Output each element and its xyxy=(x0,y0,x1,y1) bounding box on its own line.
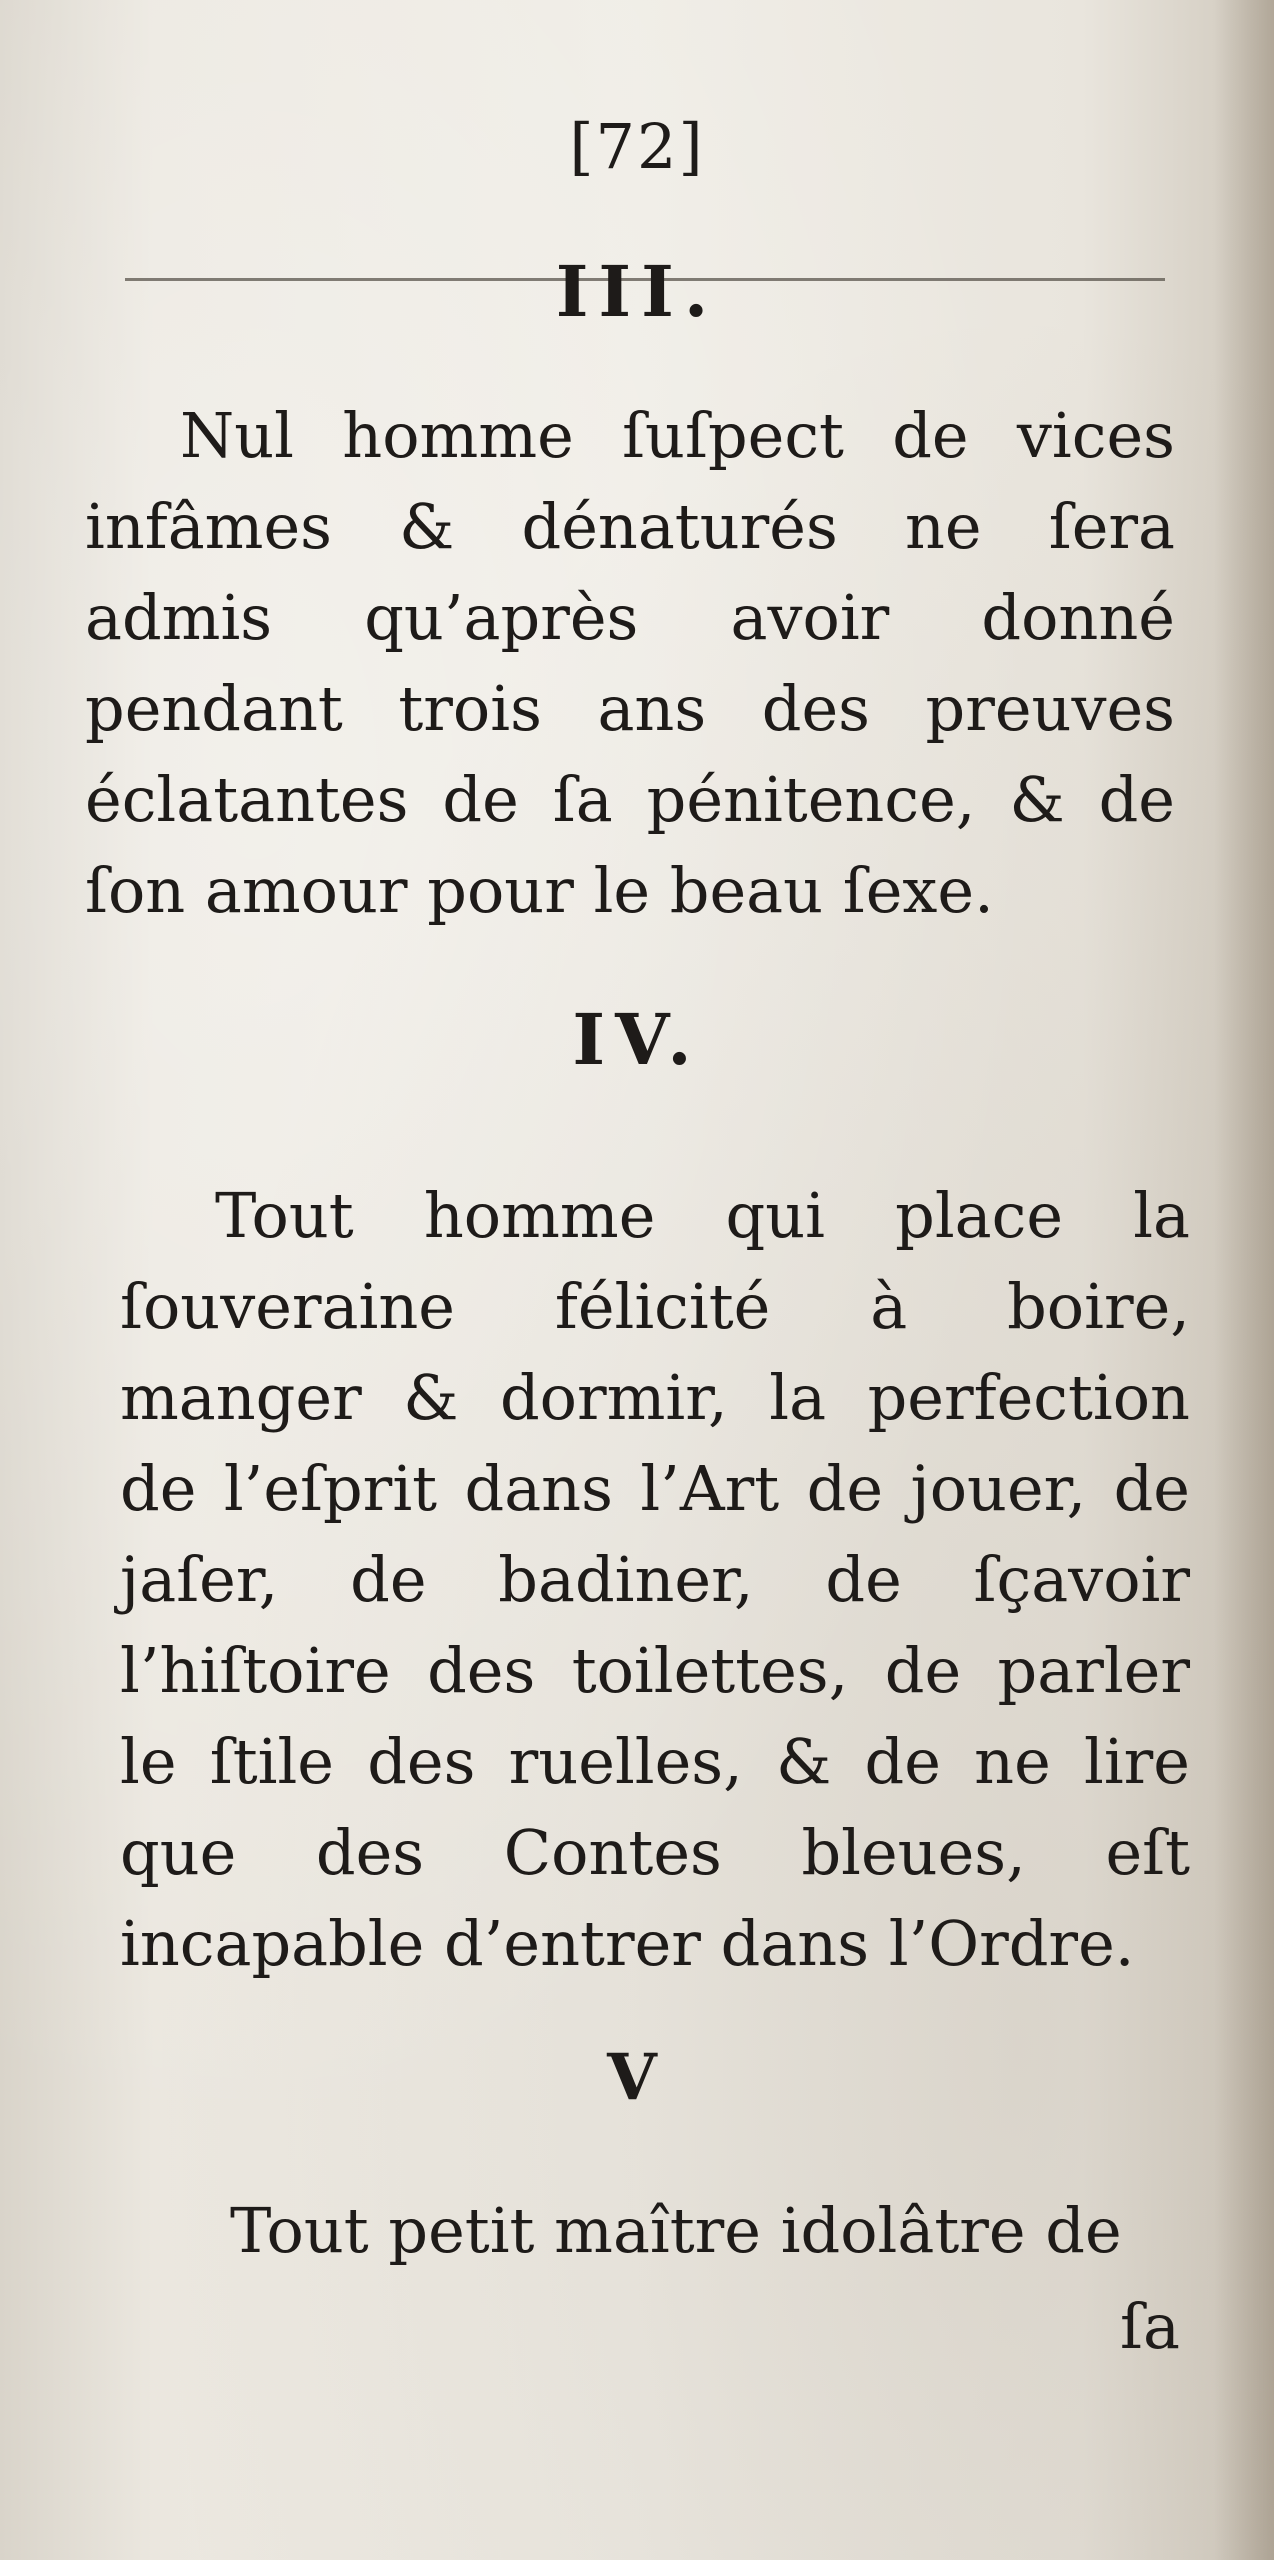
paragraph-v-last-line: ſa xyxy=(1120,2290,1180,2363)
page-number: [72] xyxy=(569,110,705,183)
paragraph-iv: Tout homme qui place la ſouveraine félicité à boire, manger & dormir, la perfection de l’eſprit dans l’Art de jouer, de jaſer, de badiner, de ſçavoir l’hiſtoire des toilettes, de parler le ſtile des ruelles, & de ne lire que des Contes bleues, eſt incapable d’entrer dans l’Ordre. xyxy=(120,1179,1190,1980)
paragraph-v: Tout petit maître idolâtre de xyxy=(230,2194,1122,2267)
section-heading-v: V xyxy=(607,2040,667,2115)
paragraph-iii: Nul homme ſuſpect de vices infâmes & dénaturés ne ſera admis qu’après avoir donné pendant trois ans des preuves éclatantes de ſa pénitence, & de ſon amour pour le beau ſexe. xyxy=(85,399,1175,927)
section-heading-iv: IV. xyxy=(572,998,702,1081)
page-gutter-shadow xyxy=(1214,0,1274,2560)
section-heading-iii: III. xyxy=(555,250,719,333)
